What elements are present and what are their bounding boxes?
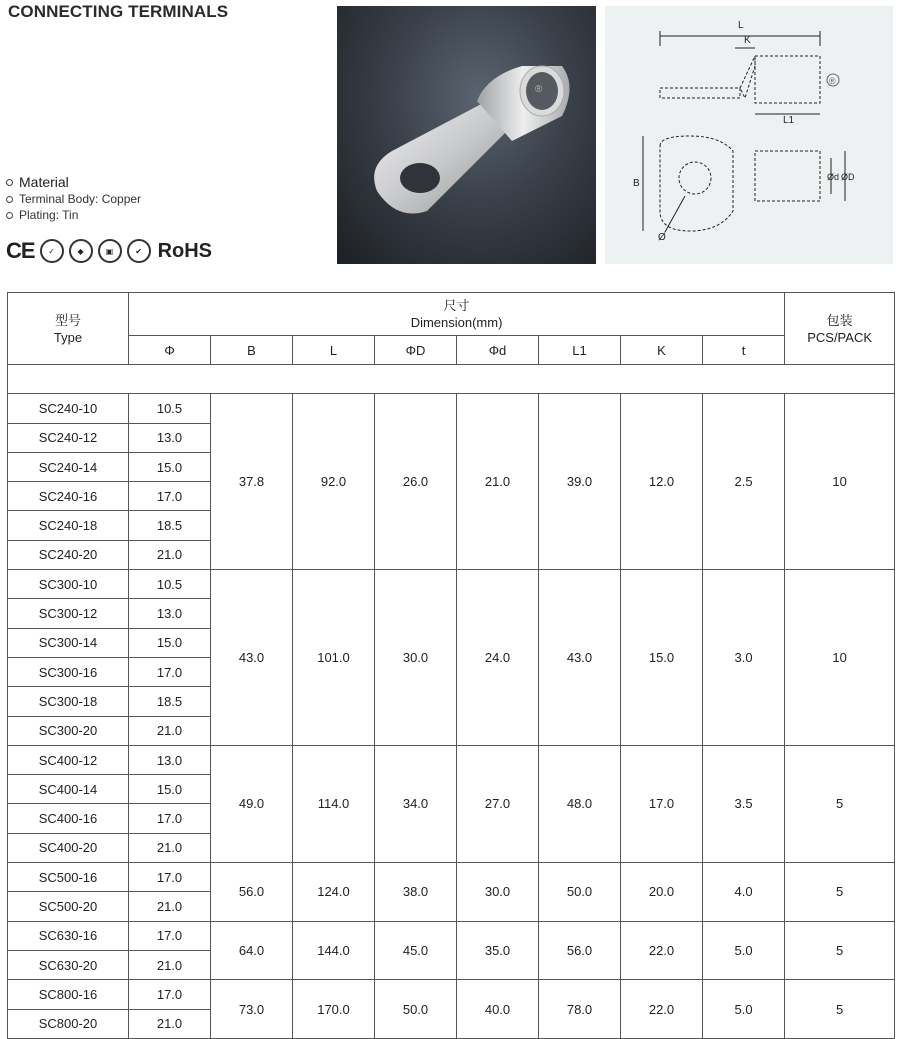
label-L: L <box>738 20 744 31</box>
material-heading: Material <box>19 174 69 190</box>
B-cell: 64.0 <box>211 921 293 980</box>
dimension-header-en: Dimension(mm) <box>410 315 503 330</box>
phi-cell: 21.0 <box>129 950 211 979</box>
phi-cell: 15.0 <box>129 452 211 481</box>
d-cell: 40.0 <box>457 980 539 1039</box>
phi-cell: 21.0 <box>129 833 211 862</box>
material-plating: Plating: Tin <box>19 208 79 222</box>
L-cell: 114.0 <box>293 745 375 862</box>
column-header: ΦD <box>375 336 457 365</box>
type-cell: SC400-14 <box>8 775 129 804</box>
L1-cell: 43.0 <box>539 570 621 746</box>
label-K: K <box>744 35 751 46</box>
pack-cell: 5 <box>785 980 895 1039</box>
L-cell: 101.0 <box>293 570 375 746</box>
bullet-icon <box>6 179 13 186</box>
type-cell: SC500-16 <box>8 863 129 892</box>
L-cell: 170.0 <box>293 980 375 1039</box>
K-cell: 22.0 <box>621 921 703 980</box>
B-cell: 73.0 <box>211 980 293 1039</box>
D-cell: 45.0 <box>375 921 457 980</box>
material-body: Terminal Body: Copper <box>19 192 142 206</box>
d-cell: 35.0 <box>457 921 539 980</box>
type-cell: SC300-18 <box>8 687 129 716</box>
L1-cell: 50.0 <box>539 863 621 922</box>
type-cell: SC240-16 <box>8 482 129 511</box>
spec-table <box>7 292 895 1039</box>
label-B: B <box>633 178 640 189</box>
t-cell: 2.5 <box>703 394 785 570</box>
phi-cell: 13.0 <box>129 745 211 774</box>
label-phiD: ØD <box>841 172 855 182</box>
column-header: K <box>621 336 703 365</box>
t-cell: 5.0 <box>703 980 785 1039</box>
L1-cell: 78.0 <box>539 980 621 1039</box>
D-cell: 50.0 <box>375 980 457 1039</box>
K-cell: 15.0 <box>621 570 703 746</box>
K-cell: 22.0 <box>621 980 703 1039</box>
B-cell: 49.0 <box>211 745 293 862</box>
K-cell: 20.0 <box>621 863 703 922</box>
K-cell: 17.0 <box>621 745 703 862</box>
type-cell: SC240-18 <box>8 511 129 540</box>
d-cell: 24.0 <box>457 570 539 746</box>
t-cell: 3.5 <box>703 745 785 862</box>
certification-logos <box>6 238 212 264</box>
phi-cell: 17.0 <box>129 921 211 950</box>
iso-seal-icon: ◆ <box>69 239 93 263</box>
type-cell: SC300-20 <box>8 716 129 745</box>
phi-cell: 15.0 <box>129 628 211 657</box>
dimension-diagram <box>605 6 893 264</box>
table-row <box>8 863 895 892</box>
d-cell: 21.0 <box>457 394 539 570</box>
label-L1: L1 <box>783 115 795 126</box>
type-cell: SC240-10 <box>8 394 129 423</box>
page-title: CONNECTING TERMINALS <box>8 2 229 21</box>
phi-cell: 21.0 <box>129 1009 211 1038</box>
D-cell: 26.0 <box>375 394 457 570</box>
t-cell: 4.0 <box>703 863 785 922</box>
d-cell: 27.0 <box>457 745 539 862</box>
phi-cell: 17.0 <box>129 657 211 686</box>
K-cell: 12.0 <box>621 394 703 570</box>
pack-header-en: PCS/PACK <box>807 329 872 345</box>
column-header: L <box>293 336 375 365</box>
L1-cell: 39.0 <box>539 394 621 570</box>
L1-cell: 48.0 <box>539 745 621 862</box>
phi-cell: 13.0 <box>129 423 211 452</box>
type-cell: SC630-16 <box>8 921 129 950</box>
L-cell: 92.0 <box>293 394 375 570</box>
registered-mark-small: ® <box>829 76 836 86</box>
pack-cell: 5 <box>785 745 895 862</box>
type-header-cn: 型号 <box>54 312 81 328</box>
phi-cell: 18.5 <box>129 687 211 716</box>
phi-cell: 18.5 <box>129 511 211 540</box>
phi-cell: 17.0 <box>129 804 211 833</box>
type-cell: SC400-12 <box>8 745 129 774</box>
pack-cell: 10 <box>785 394 895 570</box>
dimension-header-cn: 尺寸 <box>443 298 470 313</box>
pack-header-cn: 包装 <box>826 312 853 328</box>
pack-cell: 10 <box>785 570 895 746</box>
dimension-header <box>129 293 785 336</box>
type-cell: SC400-20 <box>8 833 129 862</box>
ce-mark-icon: CE <box>6 238 35 263</box>
bullet-icon <box>6 212 13 219</box>
B-cell: 56.0 <box>211 863 293 922</box>
B-cell: 43.0 <box>211 570 293 746</box>
table-row <box>8 570 895 599</box>
L1-cell: 56.0 <box>539 921 621 980</box>
phi-cell: 21.0 <box>129 716 211 745</box>
type-cell: SC630-20 <box>8 950 129 979</box>
D-cell: 38.0 <box>375 863 457 922</box>
technical-drawing <box>605 6 893 264</box>
type-cell: SC800-20 <box>8 1009 129 1038</box>
type-cell: SC240-20 <box>8 540 129 569</box>
pack-cell: 5 <box>785 863 895 922</box>
column-header: Φd <box>457 336 539 365</box>
table-row <box>8 394 895 423</box>
t-cell: 5.0 <box>703 921 785 980</box>
bullet-icon <box>6 196 13 203</box>
type-cell: SC400-16 <box>8 804 129 833</box>
B-cell: 37.8 <box>211 394 293 570</box>
quality-seal-icon: ✓ <box>40 239 64 263</box>
sgs-seal-icon: ✔ <box>127 239 151 263</box>
label-phi: Ø <box>658 232 666 243</box>
d-cell: 30.0 <box>457 863 539 922</box>
D-cell: 34.0 <box>375 745 457 862</box>
type-cell: SC300-12 <box>8 599 129 628</box>
phi-cell: 10.5 <box>129 570 211 599</box>
phi-cell: 13.0 <box>129 599 211 628</box>
label-phid: Ød <box>827 172 840 182</box>
table-row <box>8 745 895 774</box>
L-cell: 124.0 <box>293 863 375 922</box>
phi-cell: 17.0 <box>129 482 211 511</box>
pack-header <box>785 293 895 365</box>
column-header: L1 <box>539 336 621 365</box>
type-cell: SC800-16 <box>8 980 129 1009</box>
type-cell: SC240-14 <box>8 452 129 481</box>
L-cell: 144.0 <box>293 921 375 980</box>
D-cell: 30.0 <box>375 570 457 746</box>
table-row <box>8 980 895 1009</box>
type-cell: SC300-14 <box>8 628 129 657</box>
pack-cell: 5 <box>785 921 895 980</box>
type-header <box>8 293 129 365</box>
terminal-lug-image <box>337 6 596 264</box>
column-header: B <box>211 336 293 365</box>
ul-seal-icon: ▣ <box>98 239 122 263</box>
registered-mark: ® <box>535 84 543 95</box>
type-cell: SC240-12 <box>8 423 129 452</box>
rohs-mark: RoHS <box>157 239 213 262</box>
column-header: Φ <box>129 336 211 365</box>
phi-cell: 15.0 <box>129 775 211 804</box>
column-header: t <box>703 336 785 365</box>
phi-cell: 21.0 <box>129 540 211 569</box>
type-cell: SC300-16 <box>8 657 129 686</box>
phi-cell: 17.0 <box>129 980 211 1009</box>
type-cell: SC300-10 <box>8 570 129 599</box>
product-photo <box>337 6 596 264</box>
phi-cell: 10.5 <box>129 394 211 423</box>
material-info <box>6 174 141 224</box>
phi-cell: 17.0 <box>129 863 211 892</box>
t-cell: 3.0 <box>703 570 785 746</box>
table-row <box>8 921 895 950</box>
phi-cell: 21.0 <box>129 892 211 921</box>
type-cell: SC500-20 <box>8 892 129 921</box>
type-header-en: Type <box>53 329 83 345</box>
